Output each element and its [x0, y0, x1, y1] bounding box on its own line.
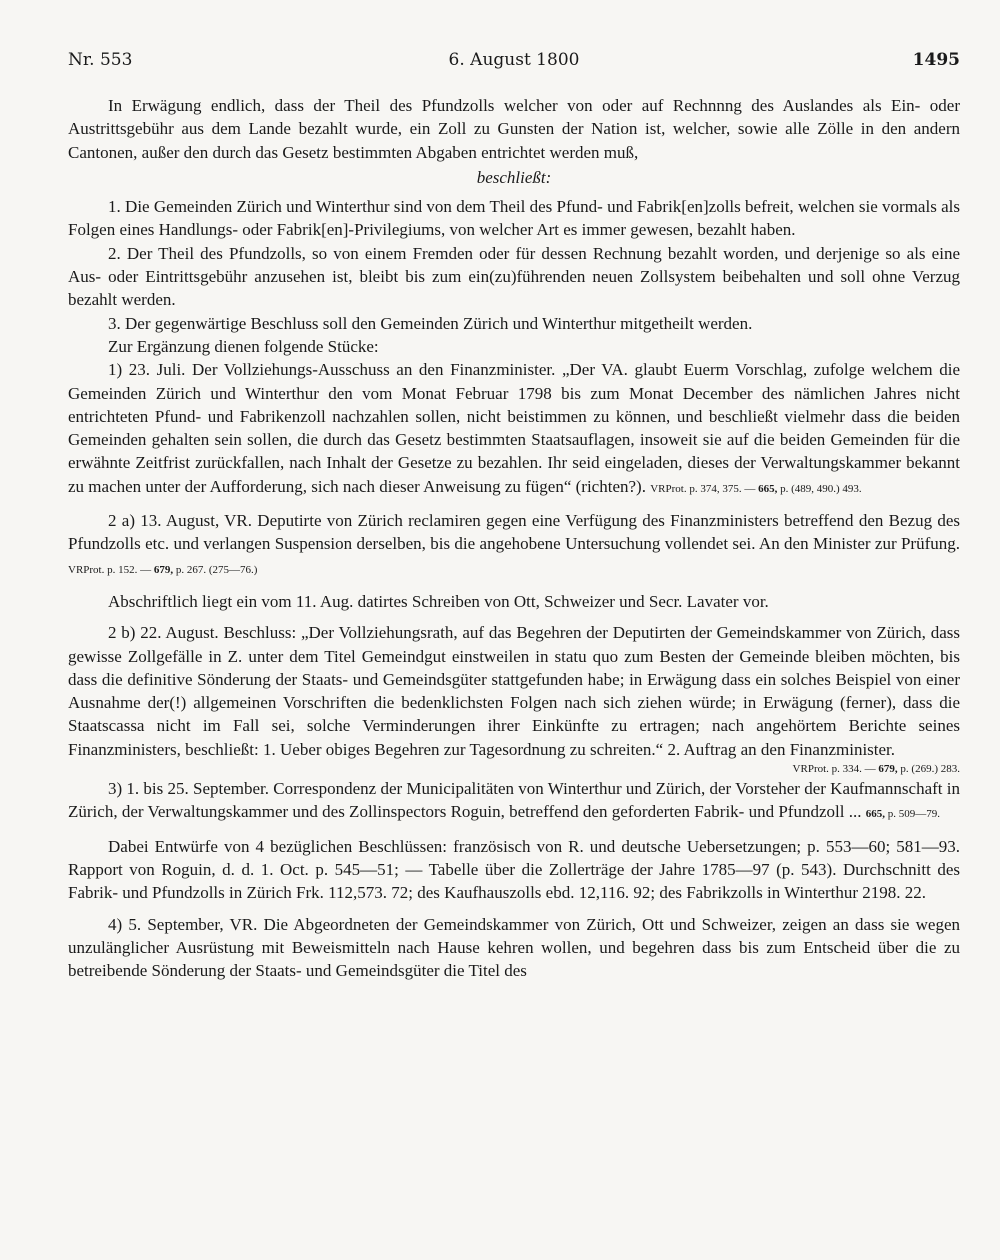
- source-reference: VRProt. p. 334. — 679, p. (269.) 283.: [792, 763, 960, 776]
- page-header: [68, 50, 960, 76]
- article-1: 1. Die Gemeinden Zürich und Winterthur sind von dem Theil des Pfund- und Fabrik[en]zolls befreit, welchen sie vormals als Folgen eines Handlungs- oder Fabrik[en]-Privilegiums, von welcher Art es immer gewesen, bezahlt haben.: [68, 197, 960, 240]
- article-2: 2. Der Theil des Pfundzolls, so von einem Fremden oder für dessen Rechnung bezahlt worden, und derjenige so als eine Aus- oder Eintrittsgebühr anzusehen ist, bleibt bis zum ein(zu)führenden neuen Zollsystem beibehalten und soll ohne Verzug bezahlt werden.: [68, 243, 960, 310]
- source-reference: VRProt. p. 152. — 679, p. 267. (275—76.): [68, 563, 258, 576]
- supplement-intro: Zur Ergänzung dienen folgende Stücke:: [108, 336, 379, 356]
- document-date: 6. August 1800: [448, 50, 580, 70]
- copy-note: Abschriftlich liegt ein vom 11. Aug. datirtes Schreiben von Ott, Schweizer und Secr. Lavater vor.: [108, 591, 769, 611]
- page-body: [68, 94, 960, 982]
- supplement-item-2a: [68, 509, 960, 582]
- supplement-item-4: 4) 5. September, VR. Die Abgeordneten der Gemeindskammer von Zürich, Ott und Schweizer, zeigen an dass sie wegen unzulänglicher Ausrüstung mit Beweismitteln nach Hause kehren wollen, und begehren dass bis zum Entscheid über die zu betreibende Sönderung der Staats- und Gemeindsgüter die Titel des: [68, 914, 960, 981]
- preamble-paragraph: In Erwägung endlich, dass der Theil des Pfundzolls welcher von oder auf Rechnnng des Auslandes als Ein- oder Austrittsgebühr aus dem Lande bezahlt wurde, ein Zoll zu Gunsten der Nation ist, welcher, sowie alle Zölle in den andern Cantonen, außer den durch das Gesetz bestimmten Abgaben entrichtet werden muß,: [68, 96, 960, 162]
- supplement-item-2a-text: 2 a) 13. August, VR. Deputirte von Zürich reclamiren gegen eine Verfügung des Finanzministers betreffend den Bezug des Pfundzolls etc. und verlangen Suspension derselben, bis die angehobene Untersuchung vollendet sei. An den Minister zur Prüfung.: [68, 511, 960, 554]
- decision-heading: beschließt:: [476, 167, 552, 187]
- supplement-item-3: [68, 777, 960, 827]
- drafts-paragraph: Dabei Entwürfe von 4 bezüglichen Beschlüssen: französisch von R. und deutsche Uebersetzungen; p. 553—60; 581—93. Rapport von Roguin, d. d. 1. Oct. p. 545—51; — Tabelle über die Zollerträge der Jahre 1785—97 (p. 543). Durchschnitt des Fabrik- und Pfundzolls in Zürich Frk. 112,573. 72; des Kaufhauszolls ebd. 12,116. 92; des Fabrikzolls in Winterthur 2198. 22.: [68, 836, 960, 903]
- document-number: Nr. 553: [68, 50, 133, 70]
- supplement-item-3-text: 3) 1. bis 25. September. Correspondenz der Municipalitäten von Winterthur und Zürich, der Vorsteher der Kaufmannschaft in Zürich, der Verwaltungskammer und des Zollinspectors Roguin, betreffend den geforderten Fabrik- und Pfundzoll ...: [68, 779, 960, 822]
- supplement-item-2b: 2 b) 22. August. Beschluss: „Der Vollziehungsrath, auf das Begehren der Deputirten der Gemeindskammer von Zürich, dass gewisse Zollgefälle in Z. unter dem Titel Gemeindgut einstweilen in statu quo zum Besten der Gemeinde bleiben möchten, bis dass die definitive Sönderung der Staats- und Gemeindsgüter stattgefunden habe; in Erwägung dass ein solches Beispiel von einer Ausnahme der(!) allgemeinen Vorschriften die bedenklichsten Folgen nach sich ziehen würde; in Erwägung (ferner), dass die Staatscassa nicht im Fall sei, solche Verminderungen ihrer Einkünfte zu ertragen; nach angehörtem Berichte seines Finanzministers, beschließt: 1. Ueber obiges Begehren zur Tagesordnung zu schreiten.“ 2. Auftrag an den Finanzminister.: [68, 623, 960, 759]
- article-3: 3. Der gegenwärtige Beschluss soll den Gemeinden Zürich und Winterthur mitgetheilt werden.: [108, 313, 753, 333]
- source-reference: VRProt. p. 374, 375. — 665, p. (489, 490.) 493.: [650, 482, 862, 495]
- supplement-item-1-text: 1) 23. Juli. Der Vollziehungs-Ausschuss an den Finanzminister. „Der VA. glaubt Euerm Vorschlag, zufolge welchem die Gemeinden Zürich und Winterthur den vom Monat Februar 1798 bis zum Monat December des nämlichen Jahres nicht entrichteten Pfund- und Fabrikenzoll nachzahlen sollen, nicht beistimmen zu können, und beschließt vielmehr dass die beiden Gemeinden gehalten sein sollen, die durch das Gesetz bestimmten Staatsauflagen, insoweit sie auf die beiden Gemeinden für die erwähnte Zeitfrist zurückfallen, nach Inhalt der Gesetze zu bezahlen. Ihr seid eingeladen, dieses der Verwaltungskammer bekannt zu machen unter der Aufforderung, sich nach dieser Anweisung zu fügen“ (richten?).: [68, 360, 960, 496]
- supplement-item-1: [68, 358, 960, 501]
- page-number: 1495: [912, 50, 960, 70]
- source-reference: 665, p. 509—79.: [865, 808, 940, 821]
